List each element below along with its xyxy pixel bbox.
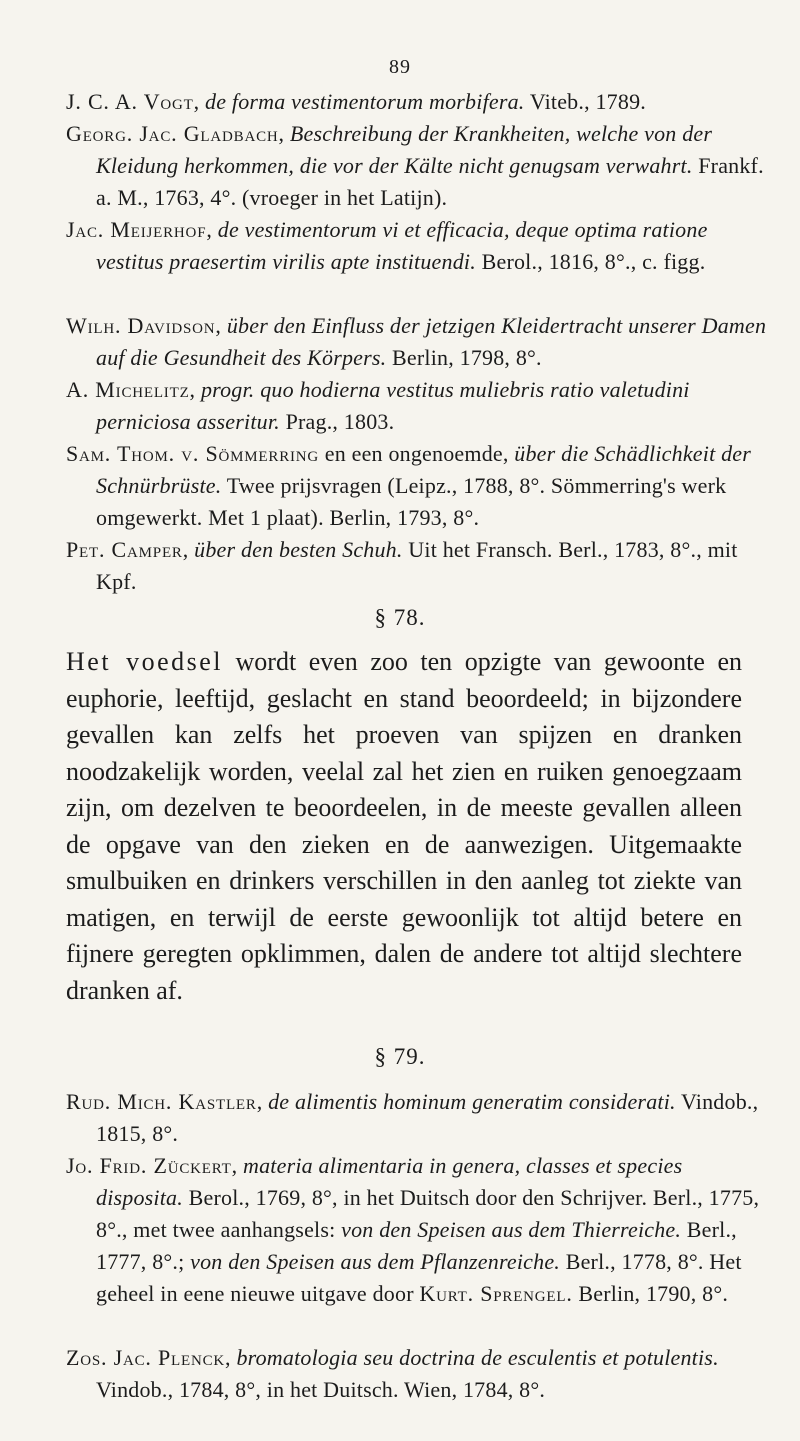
reference-publication: Vindob., 1815, 8°.: [96, 1089, 759, 1146]
reference-editor: Kurt. Sprengel.: [419, 1281, 573, 1306]
reference-publication: Prag., 1803.: [279, 409, 395, 434]
reference-separator: ,: [231, 1153, 244, 1178]
reference-separator: ,: [225, 1345, 237, 1370]
reference-publication: Vindob., 1784, 8°, in het Duitsch. Wien, 1784, 8°.: [96, 1377, 546, 1402]
reference-title: materia alimentaria in genera, classes et species disposita.: [96, 1153, 683, 1210]
reference-title: Beschreibung der Krankheiten, welche von der Kleidung herkommen, die vor der Kälte nicht genugsam verwahrt.: [96, 121, 713, 178]
reference-author: Sam. Thom. v. Sömmerring: [66, 441, 320, 466]
body-paragraph: [66, 644, 742, 1009]
reference-entry: [66, 374, 768, 438]
reference-entry: [66, 534, 768, 598]
reference-title: de vestimentorum vi et efficacia, deque optima ratione vestitus praesertim virilis apte instituendi.: [96, 217, 708, 274]
reference-entry: [66, 86, 768, 118]
reference-publication: Berol., 1769, 8°, in het Duitsch door den Schrijver. Berl., 1775, 8°., met twee aanhangsels:: [96, 1185, 760, 1242]
reference-publication: Berlin, 1790, 8°.: [572, 1281, 729, 1306]
reference-separator: ,: [215, 313, 227, 338]
reference-author: Jac. Meijerhof: [66, 217, 207, 242]
reference-author: A. Michelitz: [66, 377, 190, 402]
reference-publication: Viteb., 1789.: [524, 89, 646, 114]
reference-title: de alimentis hominum generatim considerati.: [268, 1089, 676, 1114]
reference-entry: [66, 1086, 768, 1150]
reference-entry: [66, 1150, 768, 1310]
reference-publication: Berol., 1816, 8°., c. figg.: [475, 249, 706, 274]
reference-author: Wilh. Davidson: [66, 313, 216, 338]
reference-title: bromatologia seu doctrina de esculentis et potulentis.: [236, 1345, 719, 1370]
reference-separator: ,: [278, 121, 290, 146]
reference-publication: Berl., 1777, 8°.;: [96, 1217, 737, 1274]
page-number: 89: [389, 56, 411, 78]
reference-title: über den Einfluss der jetzigen Kleidertracht unserer Damen auf die Gesundheit des Körpers.: [96, 313, 767, 370]
reference-entry: [66, 310, 768, 374]
reference-author: J. C. A. Vogt: [66, 89, 194, 114]
reference-publication: Berlin, 1798, 8°.: [386, 345, 542, 370]
section-heading: § 79.: [374, 1044, 426, 1069]
reference-entry: [66, 1342, 768, 1406]
reference-publication: Berl., 1778, 8°. Het geheel in eene nieuwe uitgave door: [96, 1249, 742, 1306]
reference-author: Jo. Frid. Zückert: [66, 1153, 232, 1178]
reference-title: über die Schädlichkeit der Schnürbrüste.: [96, 441, 752, 498]
reference-separator: ,: [182, 537, 195, 562]
reference-entry: [66, 438, 768, 534]
reference-author: Rud. Mich. Kastler: [66, 1089, 257, 1114]
reference-appendix-title: von den Speisen aus dem Pflanzenreiche.: [190, 1249, 561, 1274]
reference-entry: [66, 214, 768, 278]
reference-title: de forma vestimentorum morbifera.: [205, 89, 525, 114]
reference-separator: en een ongenoemde,: [319, 441, 515, 466]
reference-author: Pet. Camper: [66, 537, 183, 562]
reference-entry: [66, 118, 768, 214]
paragraph-text: wordt even zoo ten opzigte van gewoonte en euphorie, leeftijd, geslacht en stand beoordeeld; in bijzondere gevallen kan zelfs het proeven van spijzen en dranken noodzakelijk worden, veelal zal het zien en ruiken genoegzaam zijn, om dezelven te beoordeelen, in de meeste gevallen alleen de opgave van den zieken en de aanwezigen. Uitgemaakte smulbuiken en drinkers verschillen in den aanleg tot ziekte van matigen, en terwijl de eerste gewoonlijk tot altijd betere en fijnere geregten opklimmen, dalen de andere tot altijd slechtere dranken af.: [66, 647, 742, 1005]
reference-separator: ,: [206, 217, 218, 242]
reference-separator: ,: [189, 377, 201, 402]
reference-publication: Frankf. a. M., 1763, 4°. (vroeger in het Latijn).: [96, 153, 764, 210]
reference-publication: Uit het Fransch. Berl., 1783, 8°., mit Kpf.: [96, 537, 738, 594]
reference-author: Zos. Jac. Plenck: [66, 1345, 226, 1370]
reference-title: über den besten Schuh.: [194, 537, 403, 562]
reference-separator: ,: [256, 1089, 269, 1114]
section-heading: § 78.: [374, 605, 426, 630]
reference-publication: Twee prijsvragen (Leipz., 1788, 8°. Sömmerring's werk omgewerkt. Met 1 plaat). Berlin, 1793, 8°.: [96, 473, 727, 530]
reference-separator: ,: [193, 89, 206, 114]
reference-appendix-title: von den Speisen aus dem Thierreiche.: [341, 1217, 682, 1242]
reference-author: Georg. Jac. Gladbach: [66, 121, 279, 146]
reference-title: progr. quo hodierna vestitus muliebris ratio valetudini perniciosa asseritur.: [96, 377, 690, 434]
paragraph-lead: Het voedsel: [66, 647, 223, 676]
